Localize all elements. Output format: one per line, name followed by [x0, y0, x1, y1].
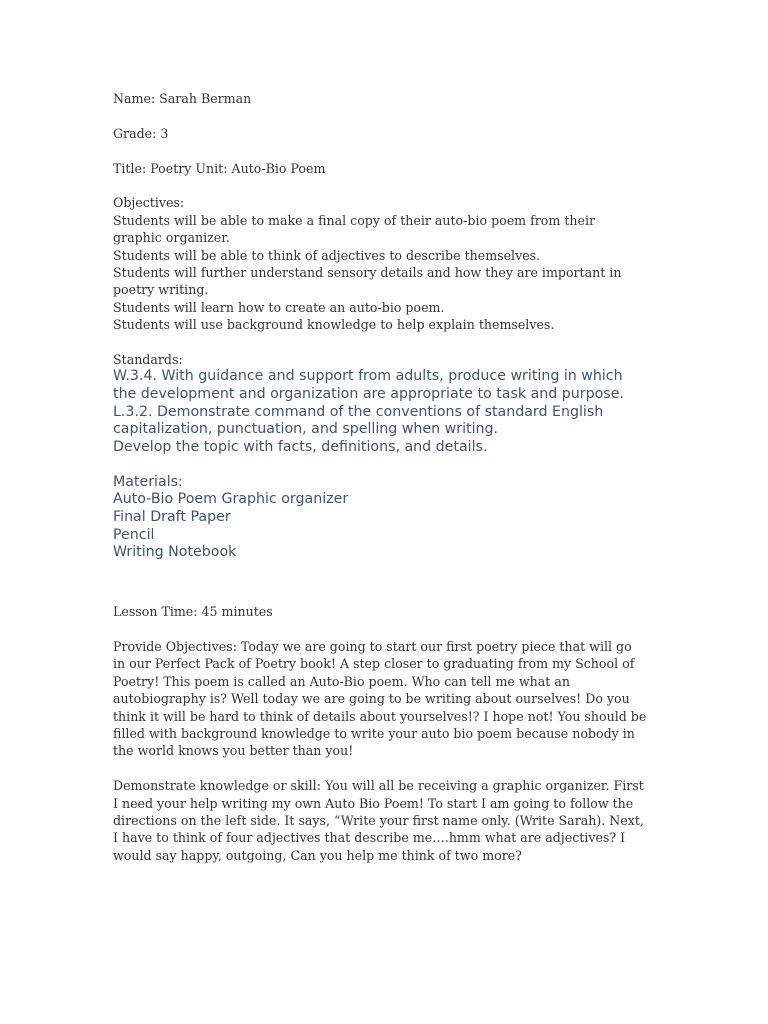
provide-objectives-paragraph: Provide Objectives: Today we are going to start our first poetry piece that will go in our Perfect Pack of Poetry book! A step closer to graduating from my School of Poetry! This poem is called an Auto-Bio poem. Who can tell me what an autobiography is? Well today we are going to be writing about ourselves! Do you think it will be hard to think of details about yourselves!? I hope not! You should be filled with background knowledge to write your auto bio poem because nobody in the world knows you better than you! — [113, 638, 647, 759]
lesson-plan-page — [113, 90, 653, 864]
standard-item: L.3.2. Demonstrate command of the conventions of standard English capitalization, punctuation, and spelling when writing. — [113, 403, 604, 438]
standards-section — [113, 351, 653, 456]
material-item: Final Draft Paper — [113, 508, 231, 525]
objective-item: Students will further understand sensory details and how they are important in poetry writing. — [113, 265, 622, 298]
materials-heading: Materials: — [113, 473, 183, 490]
objective-item: Students will learn how to create an auto-bio poem. — [113, 299, 445, 315]
demonstrate-paragraph: Demonstrate knowledge or skill: You will all be receiving a graphic organizer. First I need your help writing my own Auto Bio Poem! To start I am going to follow the directions on the left side. It says, “Write your first name only. (Write Sarah). Next, I have to think of four adjectives that describe me….hmm what are adjectives? I would say happy, outgoing, Can you help me think of two more? — [113, 778, 644, 863]
grade-line: Grade: 3 — [113, 125, 169, 141]
objectives-section — [113, 194, 653, 333]
lesson-time: Lesson Time: 45 minutes — [113, 604, 273, 620]
material-item: Auto-Bio Poem Graphic organizer — [113, 491, 349, 508]
standards-heading: Standards: — [113, 352, 183, 368]
objective-item: Students will use background knowledge to help explain themselves. — [113, 317, 555, 333]
standard-item: W.3.4. With guidance and support from adults, produce writing in which the development and organization are appropriate to task and purpose. — [113, 368, 624, 403]
materials-section — [113, 474, 653, 562]
objective-item: Students will be able to make a final copy of their auto-bio poem from their graphic organizer. — [113, 212, 595, 246]
material-item: Pencil — [113, 526, 155, 543]
title-line: Title: Poetry Unit: Auto-Bio Poem — [113, 160, 326, 176]
name-line: Name: Sarah Berman — [113, 91, 252, 106]
standard-item: Develop the topic with facts, definitions, and details. — [113, 438, 488, 455]
objective-item: Students will be able to think of adjectives to describe themselves. — [113, 247, 541, 263]
objectives-heading: Objectives: — [113, 195, 185, 211]
material-item: Writing Notebook — [113, 544, 237, 561]
